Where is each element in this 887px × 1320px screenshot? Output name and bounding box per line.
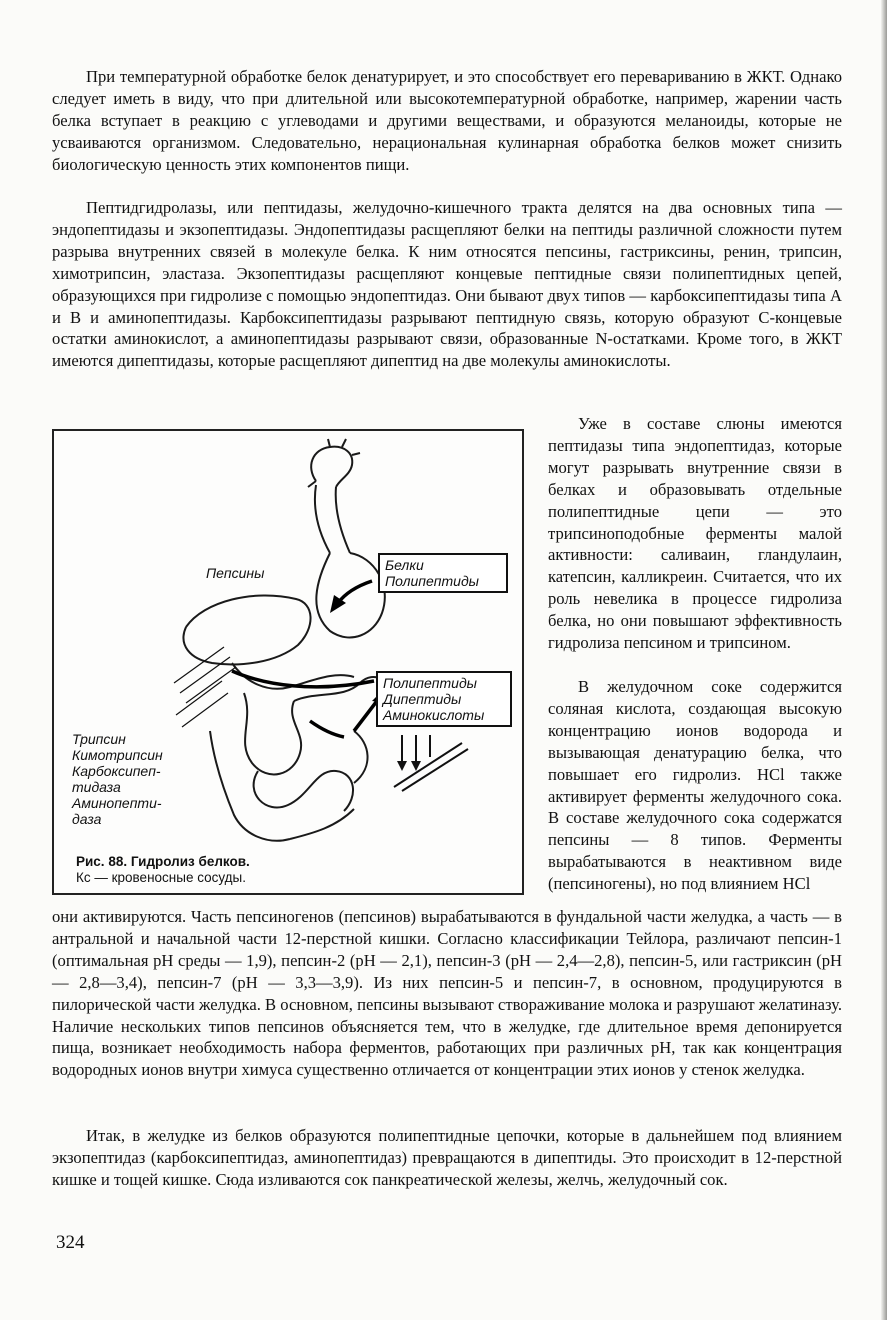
enzyme-line-4: тидаза — [72, 779, 121, 795]
figure-caption — [76, 854, 516, 886]
label-pepsins: Пепсины — [206, 565, 265, 581]
label-enzymes — [72, 731, 163, 827]
paragraph-heat-treatment: При температурной обработке белок денатурирует, и это способствует его перевариванию в ЖКТ. Однако следует иметь в виду, что при длительной или высокотемпературной обработке, например, жарении часть белка вступает в реакцию с углеводами и другими веществами, и образуются меланоиды, которые не усваиваются организмом. Следовательно, нерациональная кулинарная обработка белков может снизить биологическую ценность этих компонентов пищи. — [52, 67, 842, 174]
figure-protein-hydrolysis — [52, 429, 524, 895]
caption-note: Кс — кровеносные сосуды. — [76, 870, 246, 885]
enzyme-line-3: Карбоксипеп- — [72, 763, 161, 779]
box2-line-2: Дипептиды — [383, 691, 462, 707]
paragraph-peptidases: Пептидгидролазы, или пептидазы, желудочно-кишечного тракта делятся на два основных типа — эндопептидазы и экзопептидазы. Эндопептидазы расщепляют белки на пептиды различной сложности путем разрыва внутренних связей в молекуле белка. К ним относятся пепсины, гастриксины, ренин, трипсин, химотрипсин, эластаза. Экзопептидазы расщепляют концевые пептидные связи полипептидных цепей, образующихся при гидролизе с помощью эндопептидаз. Они бывают двух типов — карбоксипептидазы типа А и В и аминопептидазы. Карбоксипептидазы разрывают пептидную связь, которую образуют С-концевые остатки аминокислот, а аминопептидазы разрывают связи, образованные N-остатками. Кроме того, в ЖКТ имеются дипептидазы, которые расщепляют дипептид на две молекулы аминокислоты. — [52, 198, 842, 371]
paragraph-conclusion: Итак, в желудке из белков образуются полипептидные цепочки, которые в дальнейшем под влиянием экзопептидаз (карбоксипептидаз, аминопептидаз) превращаются в дипептиды. Это происходит в 12-перстной кишке и тощей кишке. Сюда изливаются сок панкреатической железы, желчь, желудочный сок. — [52, 1126, 842, 1189]
enzyme-line-5: Аминопепти- — [72, 795, 162, 811]
box1-line-1: Белки — [385, 557, 424, 573]
box2-line-1: Полипептиды — [383, 675, 477, 691]
enzyme-line-6: даза — [72, 811, 102, 827]
digestive-tract-illustration — [54, 431, 526, 897]
paragraph-gastric-juice-start: В желудочном соке содержится соляная кислота, создающая высокую концентрацию ионов водорода и вызывающая денатурацию белка, что повышает его гидролиз. HCl также активирует ферменты желудочного сока. В составе желудочного сока содержатся пепсины — 8 типов. Ферменты вырабатываются в неактивном виде (пепсиногены), но под влиянием HCl — [548, 677, 842, 894]
box2-line-3: Аминокислоты — [383, 707, 485, 723]
enzyme-line-1: Трипсин — [72, 731, 126, 747]
enzyme-line-2: Кимотрипсин — [72, 747, 163, 763]
paragraph-gastric-juice-continued: они активируются. Часть пепсиногенов (пепсинов) вырабатываются в фундальной части желудка, а часть — в антральной и начальной части 12-перстной кишки. Согласно классификации Тейлора, различают пепсин-1 (оптимальная pH среды — 1,9), пепсин-2 (pH — 2,1), пепсин-3 (pH — 2,4—2,8), пепсин-5, или гастриксин (pH — 2,8—3,4), пепсин-7 (pH — 3,3—3,9). Из них пепсин-5 и пепсин-7, в основном, продуцируются в пилорической части желудка. В основном, пепсины вызывают створаживание молока и разрушают желатиназу. Наличие нескольких типов пепсинов объясняется тем, что в желудке, где длительное время депонируется пища, возникает необходимость набора ферментов, работающих при различных pH, так как концентрация водородных ионов внутри химуса существенно отличается от концентрации этих ионов у стенок желудка. — [52, 907, 842, 1080]
caption-title: Рис. 88. Гидролиз белков. — [76, 854, 250, 869]
box-proteins-polypeptides — [378, 553, 508, 593]
page-number: 324 — [56, 1232, 85, 1253]
box1-line-2: Полипептиды — [385, 573, 479, 589]
paragraph-saliva: Уже в составе слюны имеются пептидазы типа эндопептидаз, которые могут разрывать внутренние связи в белках и образовывать отдельные полипептидные цепи — это трипсиноподобные ферменты малой активности: саливаин, гландулаин, катепсин, калликреин. Считается, что их роль невелика в процессе гидролиза белка, но они повышают эффективность гидролиза пепсином и трипсином. — [548, 414, 842, 653]
box-polypeptides-dipeptides-aminoacids — [376, 671, 512, 727]
page-edge-shadow — [881, 0, 887, 1320]
